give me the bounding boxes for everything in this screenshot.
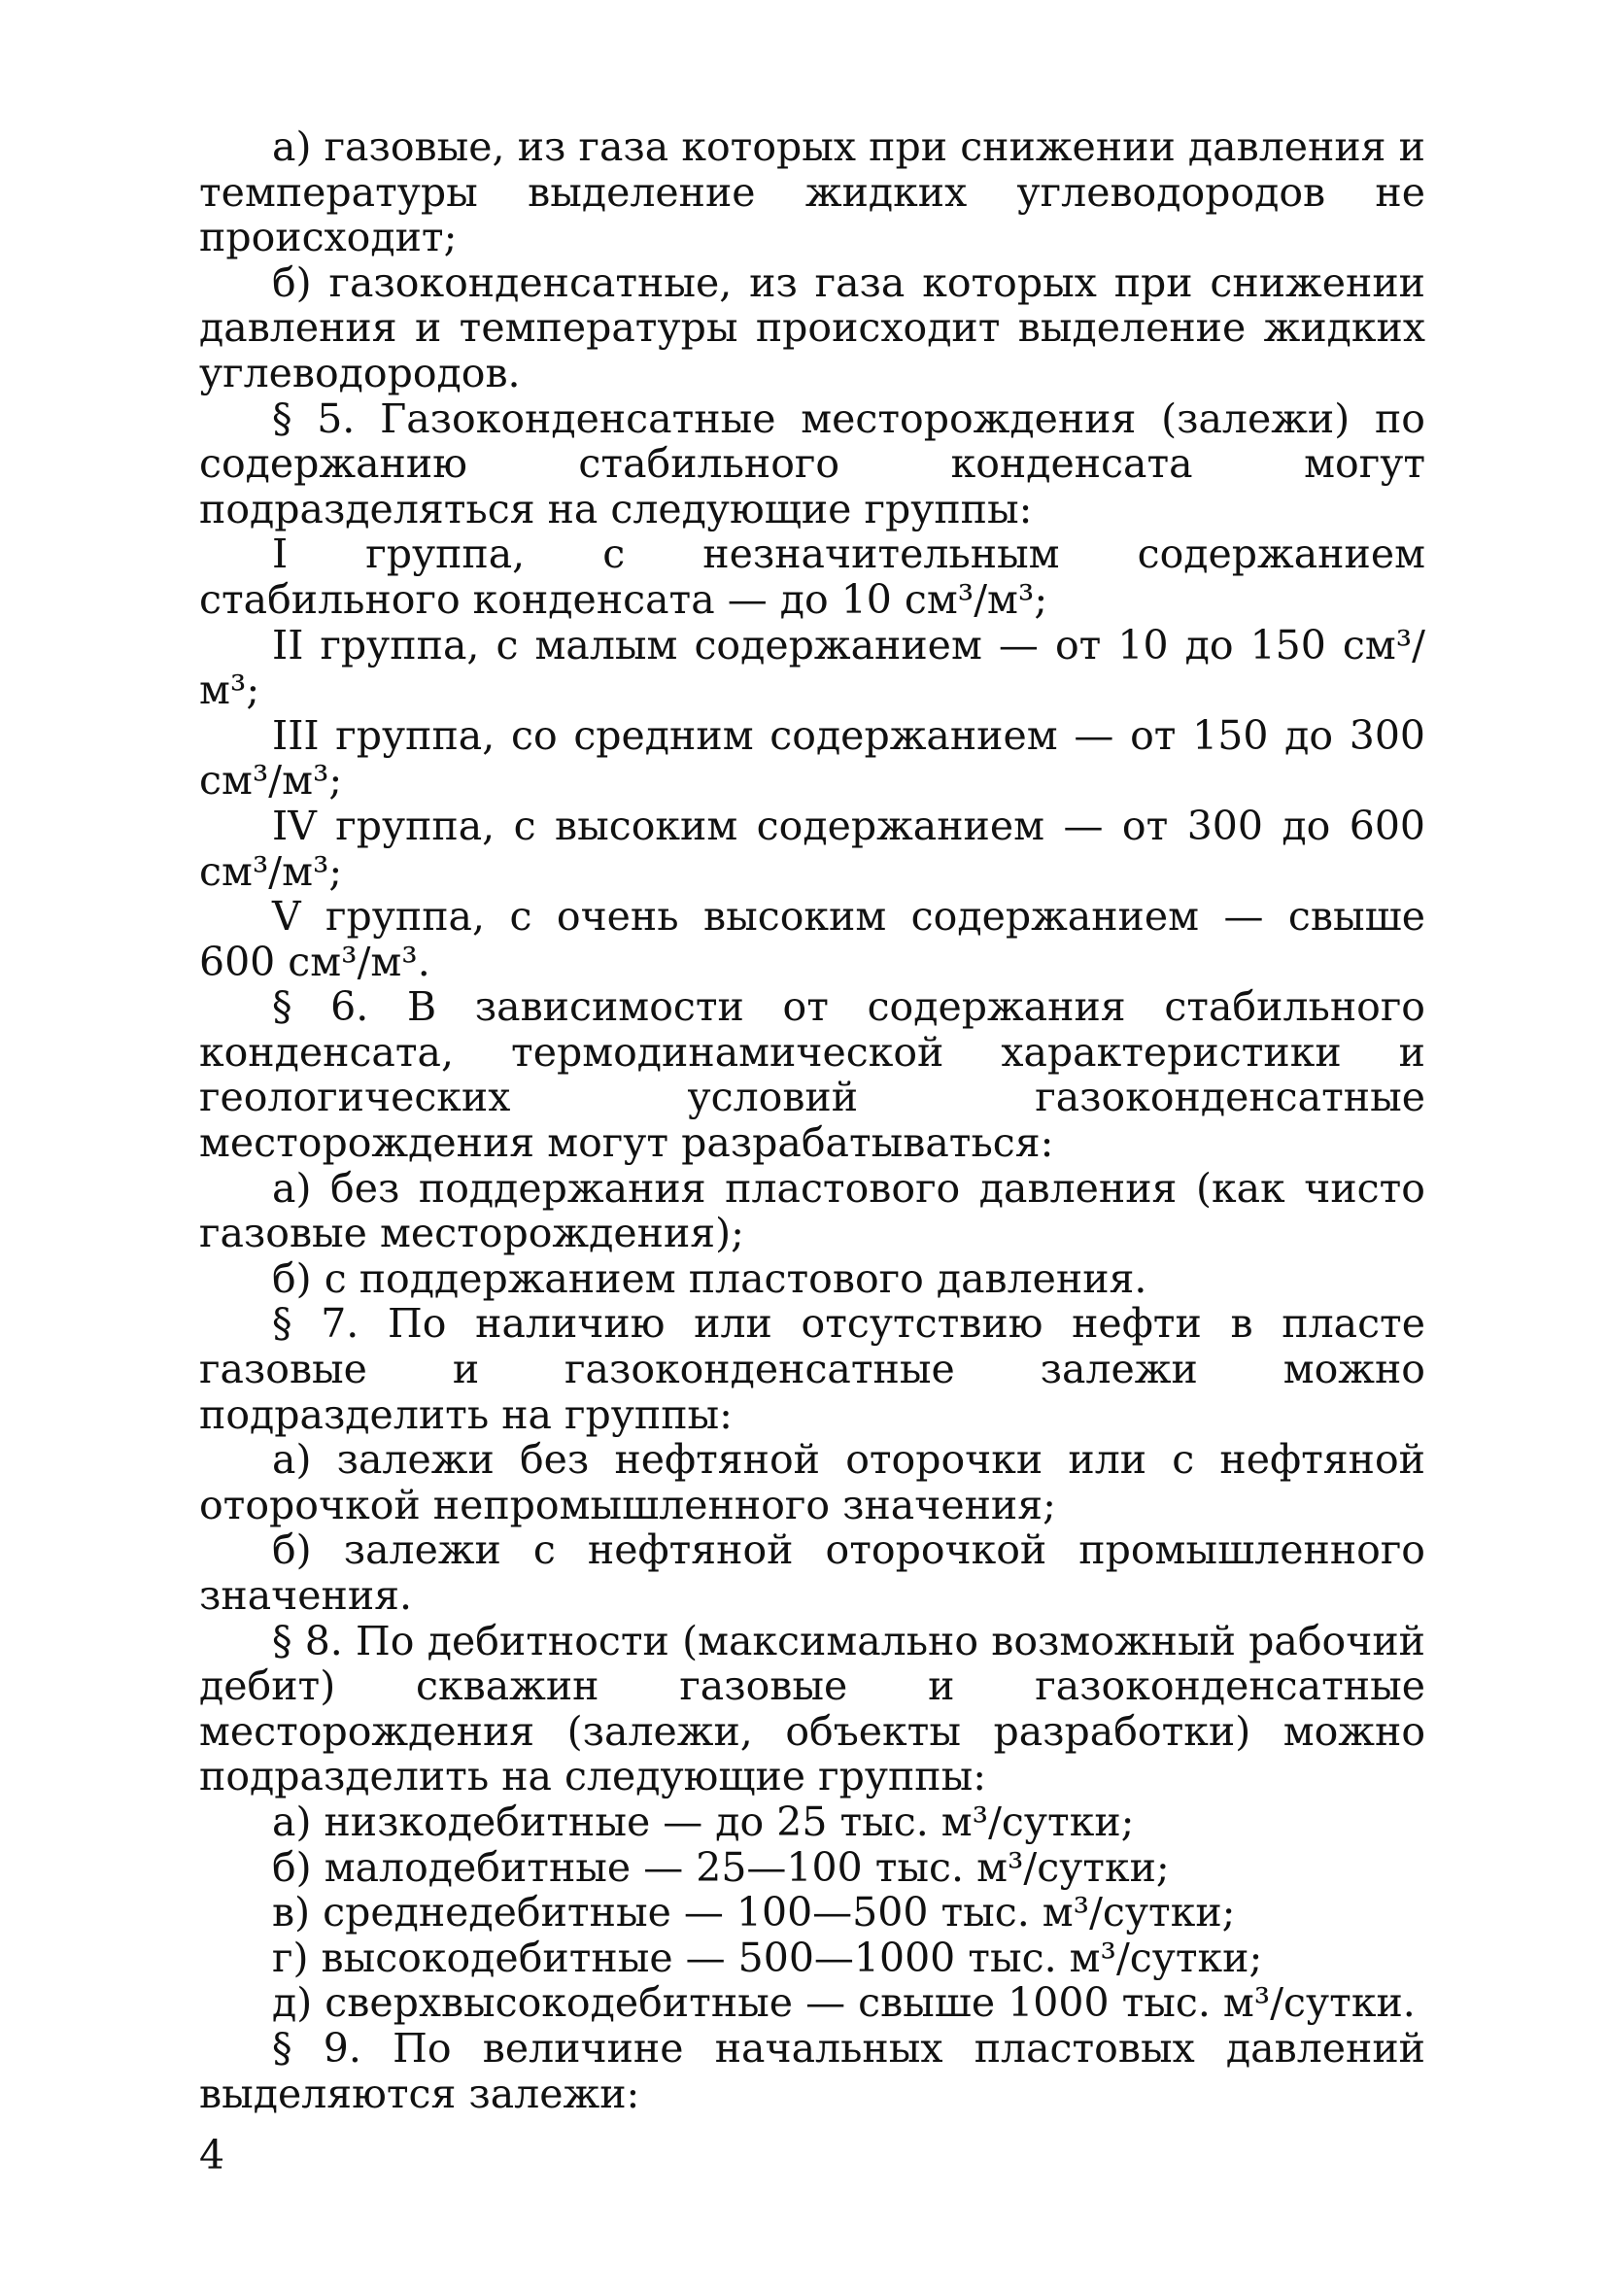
paragraph-group-5: V группа, с очень высоким содержанием — свыше 600 см³/м³. [199,893,1425,985]
paragraph-group-1: I группа, с незначительным содержанием стабильного конденсата — до 10 см³/м³; [199,531,1425,623]
paragraph-section-7: § 7. По наличию или отсутствию нефти в пласте газовые и газоконденсатные залежи можно подразделить на группы: [199,1300,1425,1438]
paragraph-7a: а) залежи без нефтяной оторочки или с нефтяной оторочкой непромышленного значения; [199,1436,1425,1528]
paragraph-6a: а) без поддержания пластового давления (как чисто газовые месторождения); [199,1164,1425,1257]
paragraph-section-6: § 6. В зависимости от содержания стабильного конденсата, термодинамической характеристики и геологических условий газоконденсатные месторождения могут разрабатываться: [199,983,1425,1167]
paragraph-7b: б) залежи с нефтяной оторочкой промышленного значения. [199,1526,1425,1619]
paragraph-8d: д) сверхвысокодебитные — свыше 1000 тыс. м³/сутки. [272,1979,1416,2027]
page-number: 4 [199,2132,225,2178]
paragraph-group-2: II группа, с малым содержанием — от 10 до 150 см³/м³; [199,621,1425,714]
paragraph-8v: в) среднедебитные — 100—500 тыс. м³/сутки; [272,1889,1236,1936]
paragraph-section-5: § 5. Газоконденсатные месторождения (залежи) по содержанию стабильного конденсата могут подразделяться на следующие группы: [199,394,1425,532]
body-text [199,124,1425,2116]
paragraph-section-8: § 8. По дебитности (максимально возможный рабочий дебит) скважин газовые и газоконденсатные месторождения (залежи, объекты разработки) можно подразделить на следующие группы: [199,1617,1425,1800]
paragraph-6b: б) с поддержанием пластового давления. [272,1254,1147,1302]
paragraph-8b: б) малодебитные — 25—100 тыс. м³/сутки; [272,1843,1170,1891]
paragraph-4b-gas-condensate: б) газоконденсатные, из газа которых при снижении давления и температуры происходит выделение жидких углеводородов. [199,258,1425,396]
paragraph-group-3: III группа, со средним содержанием — от 150 до 300 см³/м³; [199,711,1425,805]
paragraph-8g: г) высокодебитные — 500—1000 тыс. м³/сутки; [272,1934,1263,1981]
paragraph-section-9: § 9. По величине начальных пластовых давлений выделяются залежи: [199,2024,1425,2117]
paragraph-4a-gas: а) газовые, из газа которых при снижении давления и температуры выделение жидких углеводородов не происходит; [199,123,1425,261]
paragraph-group-4: IV группа, с высоким содержанием — от 300 до 600 см³/м³; [199,802,1425,895]
paragraph-8a: а) низкодебитные — до 25 тыс. м³/сутки; [272,1798,1135,1845]
